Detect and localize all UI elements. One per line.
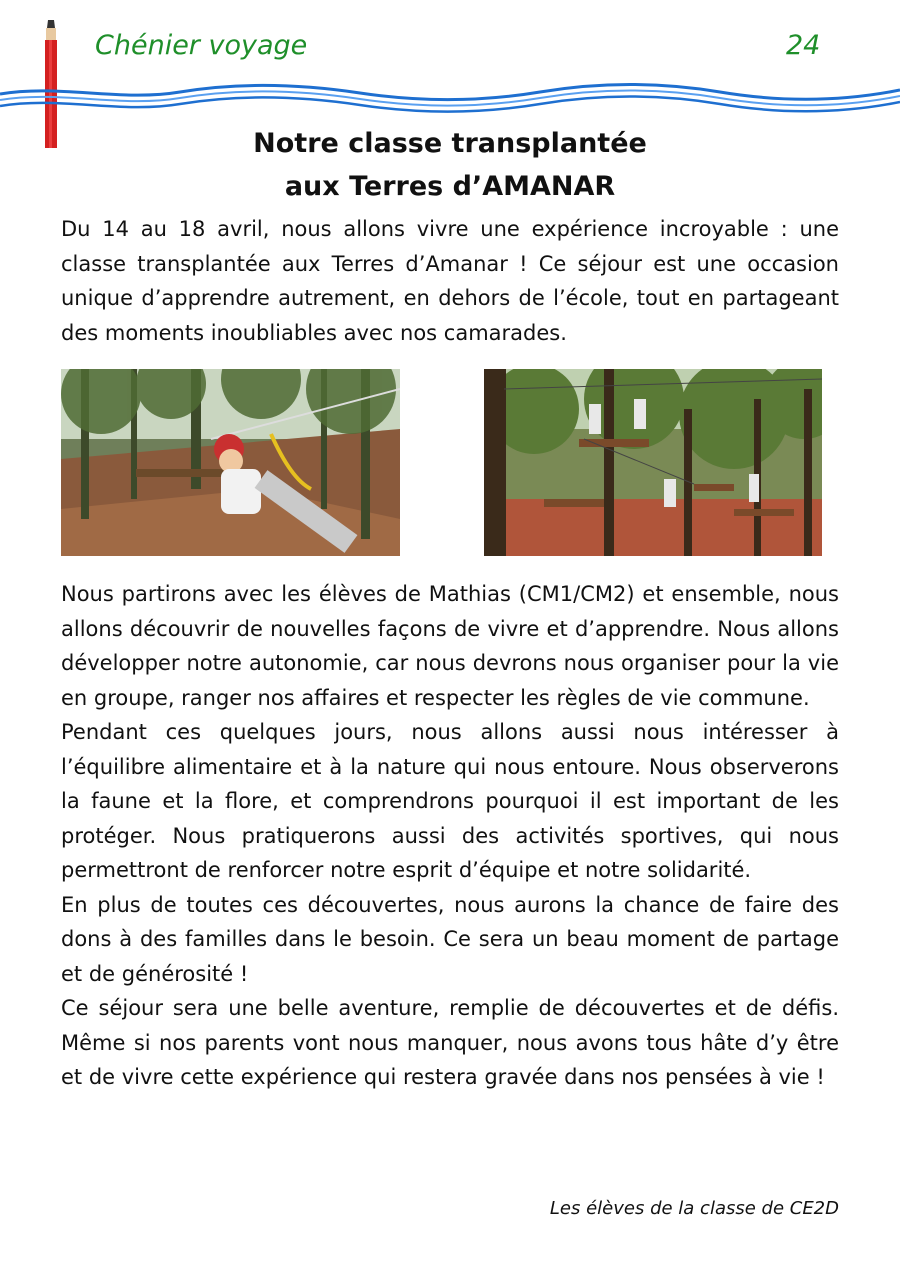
intro-paragraph: Du 14 au 18 avril, nous allons vivre une expérience incroyable : une classe transplantée aux Terres d’Amanar ! Ce séjour est une occasion unique d’apprendre autrement, en dehors de l’école, tout en partageant des moments inoubliables avec nos camarades.: [61, 217, 839, 345]
page-number: 24: [786, 30, 821, 61]
article-title-line1: Notre classe transplantée: [253, 128, 647, 159]
zipline-photo: [61, 369, 400, 556]
paragraph-1: Nous partirons avec les élèves de Mathias (CM1/CM2) et ensemble, nous allons découvrir de nouvelles façons de vivre et d’apprendre. Nous allons développer notre autonomie, car nous devrons nous organiser pour la vie en groupe, ranger nos affaires et respecter les règles de vie commune.: [61, 582, 839, 710]
article-signature: Les élèves de la classe de CE2D: [549, 1198, 839, 1219]
paragraph-3: En plus de toutes ces découvertes, nous aurons la chance de faire des dons à des familles dans le besoin. Ce sera un beau moment de partage et de générosité !: [61, 892, 839, 986]
wave-divider: [0, 76, 900, 116]
treetop-course-photo: [484, 369, 822, 556]
article-body: [61, 577, 839, 1095]
paragraph-2: Pendant ces quelques jours, nous allons aussi nous intéresser à l’équilibre alimentaire et à la nature qui nous entoure. Nous observerons la faune et la flore, et comprendrons pourquoi il est important de les protéger. Nous pratiquerons aussi des activités sportives, qui nous permettront de renforcer notre esprit d’équipe et notre solidarité.: [61, 720, 839, 882]
paragraph-4: Ce séjour sera une belle aventure, remplie de découvertes et de défis. Même si nos parents vont nous manquer, nous avons tous hâte d’y être et de vivre cette expérience qui restera gravée dans nos pensées à vie !: [61, 996, 839, 1089]
header-title: Chénier voyage: [95, 30, 308, 61]
article-title-line2: aux Terres d’AMANAR: [284, 171, 616, 202]
